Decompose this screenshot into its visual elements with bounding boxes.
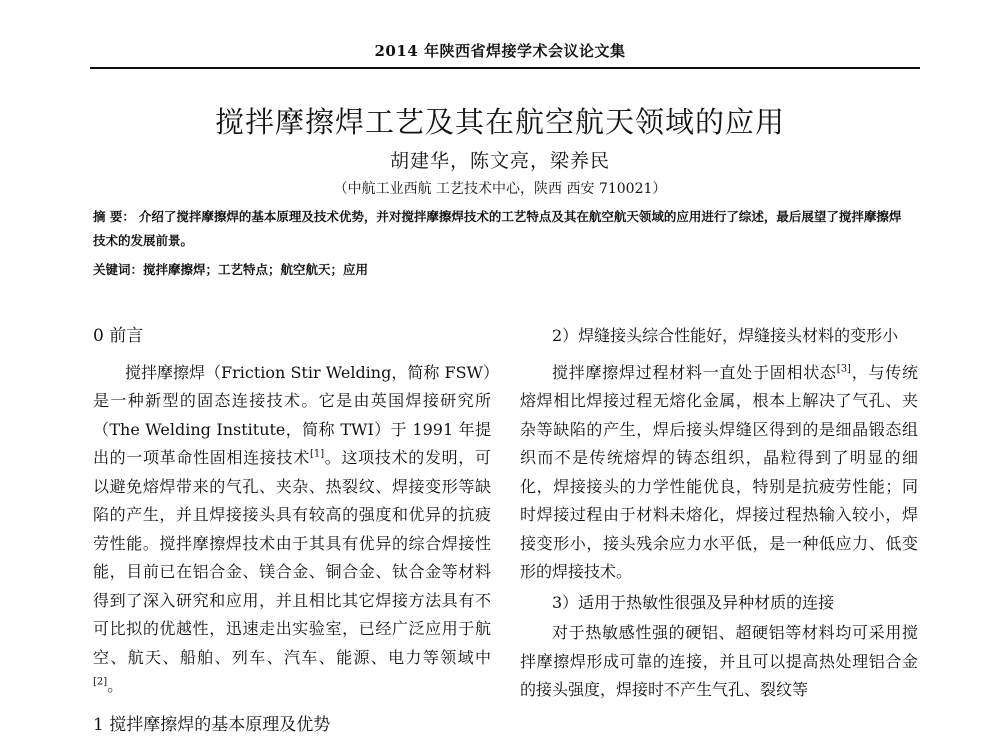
section-heading-principle: 1 搅拌摩擦焊的基本原理及优势 xyxy=(93,714,331,735)
intro-text-1: 搅拌摩擦焊（Friction Stir Welding，简称 FSW）是一种新型的固态连接技术。它是由英国焊接研究所（The Welding Institute，简称 TWI）于 1991 年提出的一项革命性固相连接技术 xyxy=(93,362,491,467)
paper-authors: 胡建华，陈文亮，梁养民 xyxy=(389,150,610,172)
citation-3: [3] xyxy=(836,363,851,375)
header-rule xyxy=(90,67,920,69)
keywords xyxy=(93,258,913,282)
abstract-text: 介绍了搅拌摩擦焊的基本原理及技术优势，并对搅拌摩擦焊技术的工艺特点及其在航空航天领域的应用进行了综述，最后展望了搅拌摩擦焊技术的发展前景。 xyxy=(93,209,902,248)
intro-text-3: 。 xyxy=(107,676,124,695)
citation-1: [1] xyxy=(309,448,325,460)
section-heading-introduction: 0 前言 xyxy=(93,326,144,346)
solid-state-text-2: ，与传统熔焊相比焊接过程无熔化金属，根本上解决了气孔、夹杂等缺陷的产生，焊后接头焊缝区得到的是细晶锻态组织而不是传统熔焊的铸态组织，晶粒得到了明显的细化，焊接接头的力学性能优良，特别是抗疲劳性能；同时焊接过程由于材料未熔化，焊接过程热输入较小，焊接变形小，接头残余应力水平低，是一种低应力、低变形的焊接技术。 xyxy=(520,362,918,581)
paper-affiliation: （中航工业西航 工艺技术中心，陕西 西安 710021） xyxy=(333,181,667,197)
keywords-label: 关键词： xyxy=(93,262,144,277)
citation-2: [2] xyxy=(93,676,108,688)
subsection-2: 2）焊缝接头综合性能好，焊缝接头材料的变形小 xyxy=(552,326,899,345)
paragraph-solid-state xyxy=(520,359,918,587)
abstract-label: 摘 要： xyxy=(93,209,135,224)
subsection-3: 3）适用于热敏性很强及异种材质的连接 xyxy=(552,592,835,612)
abstract xyxy=(93,205,913,253)
paragraph-heat-sensitive: 对于热敏感性强的硬铝、超硬铝等材料均可采用搅拌摩擦焊形成可靠的连接，并且可以提高热处理铝合金的接头强度，焊接时不产生气孔、裂纹等 xyxy=(520,623,918,699)
keywords-text: 搅拌摩擦焊；工艺特点；航空航天；应用 xyxy=(143,262,369,277)
introduction-paragraph xyxy=(93,359,491,701)
left-column xyxy=(93,322,491,747)
running-header: 2014 年陕西省焊接学术会议论文集 xyxy=(374,42,626,60)
right-column xyxy=(520,322,918,705)
intro-text-2: 。这项技术的发明，可以避免熔焊带来的气孔、夹杂、热裂纹、焊接变形等缺陷的产生，并且焊接接头具有较高的强度和优异的抗疲劳性能。搅拌摩擦焊技术由于其具有优异的综合焊接性能，目前已在铝合金、镁合金、铜合金、钛合金等材料得到了深入研究和应用，并且相比其它焊接方法具有不可比拟的优越性，迅速走出实验室，已经广泛应用于航空、航天、船舶、列车、汽车、能源、电力等领域中 xyxy=(93,448,491,667)
solid-state-text-1: 搅拌摩擦焊过程材料一直处于固相状态 xyxy=(552,362,837,382)
paper-title: 搅拌摩擦焊工艺及其在航空航天领域的应用 xyxy=(214,105,785,139)
